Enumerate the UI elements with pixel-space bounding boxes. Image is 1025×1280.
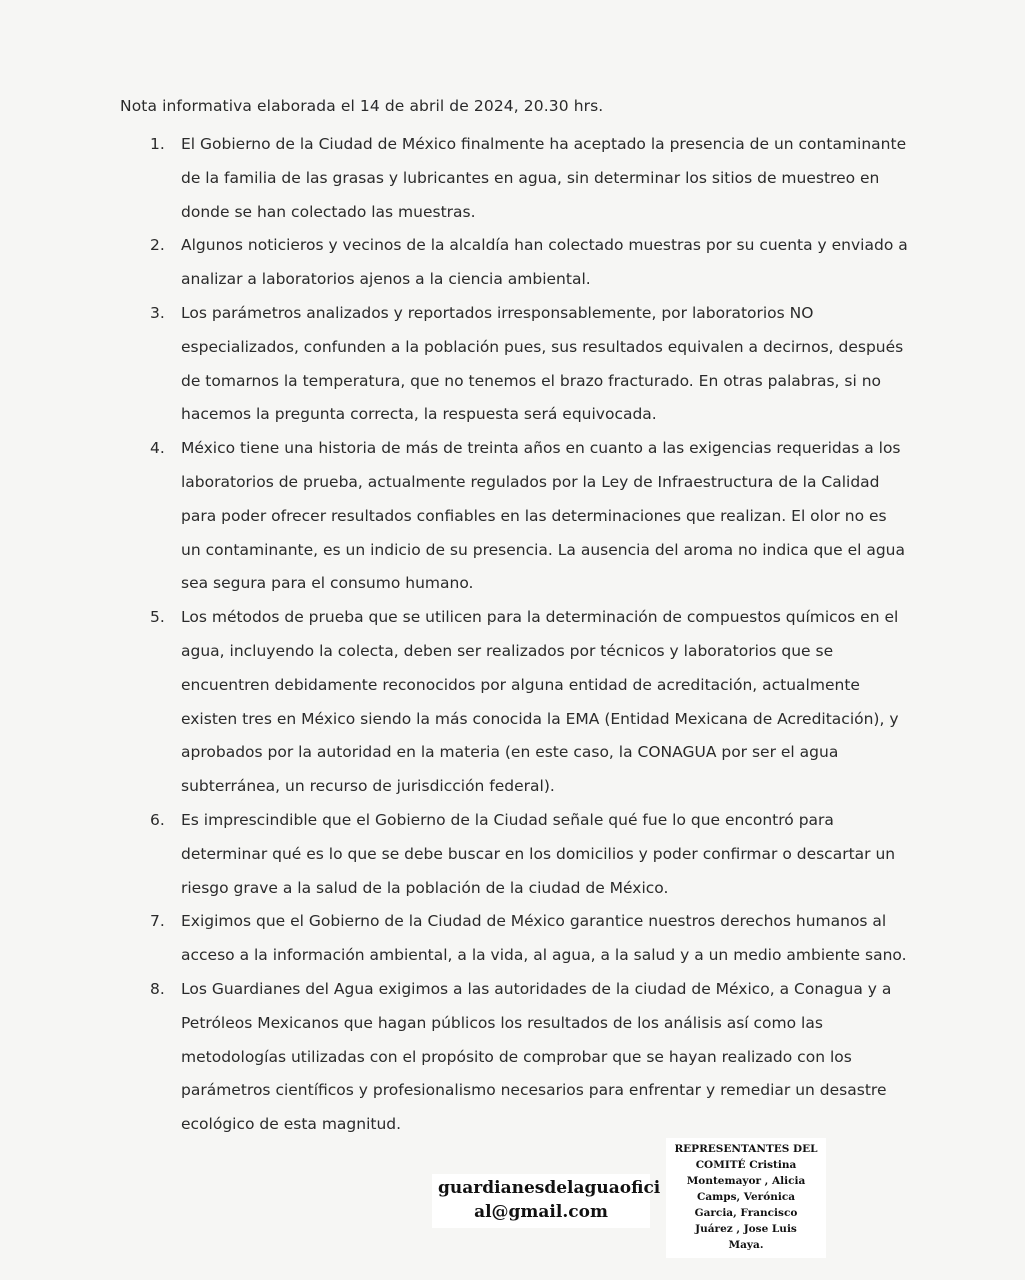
representatives-line: Garcia, Francisco xyxy=(694,1207,798,1219)
email-line-2: al@gmail.com xyxy=(474,1202,608,1222)
contact-email-label xyxy=(432,1174,661,1228)
representatives-line: COMITÉ Cristina xyxy=(695,1159,797,1171)
list-item xyxy=(150,905,910,973)
representatives-heading: REPRESENTANTES DEL xyxy=(674,1143,818,1155)
list-number: 3. xyxy=(150,303,165,322)
list-text: Los Guardianes del Agua exigimos a las autoridades de la ciudad de México, a Conagua y a Petróleos Mexicanos que hagan públicos los resultados de los análisis así como las metodologías utilizadas con el propósito de comprobar que se hayan realizado con los parámetros científicos y profesionalismo necesarios para enfrentar y remediar un desastre ecológico de esta magnitud. xyxy=(181,979,892,1134)
list-text: Algunos noticieros y vecinos de la alcaldía han colectado muestras por su cuenta y enviado a analizar a laboratorios ajenos a la ciencia ambiental. xyxy=(181,236,908,289)
list-item xyxy=(150,432,910,601)
list-number: 4. xyxy=(150,439,165,458)
list-item xyxy=(150,229,910,297)
representatives-line: Montemayor , Alicia xyxy=(686,1175,806,1187)
list-text: Exigimos que el Gobierno de la Ciudad de México garantice nuestros derechos humanos al acceso a la información ambiental, a la vida, al agua, a la salud y a un medio ambiente sano. xyxy=(181,912,907,965)
representatives-line: Juárez , Jose Luis xyxy=(695,1223,797,1235)
list-number: 5. xyxy=(150,608,165,627)
list-item xyxy=(150,128,910,229)
list-text: El Gobierno de la Ciudad de México finalmente ha aceptado la presencia de un contaminante de la familia de las grasas y lubricantes en agua, sin determinar los sitios de muestreo en donde se han colectado las muestras. xyxy=(181,135,907,221)
list-item xyxy=(150,601,910,804)
numbered-list xyxy=(150,128,910,1142)
representatives-line: Camps, Verónica xyxy=(696,1191,796,1203)
list-text: Los métodos de prueba que se utilicen para la determinación de compuestos químicos en el agua, incluyendo la colecta, deben ser realizados por técnicos y laboratorios que se encuentren debidamente reconocidos por alguna entidad de acreditación, actualmente existen tres en México siendo la más conocida la EMA (Entidad Mexicana de Acreditación), y aprobados por la autoridad en la materia (en este caso, la CONAGUA por ser el agua subterránea, un recurso de jurisdicción federal). xyxy=(181,608,899,796)
list-number: 1. xyxy=(150,135,165,153)
list-number: 8. xyxy=(150,979,165,998)
representatives-line: Maya. xyxy=(728,1239,764,1251)
representatives-box xyxy=(666,1138,826,1258)
list-item xyxy=(150,973,910,1142)
list-text: Los parámetros analizados y reportados irresponsablemente, por laboratorios NO especializados, confunden a la población pues, sus resultados equivalen a decirnos, después de tomarnos la temperatura, que no tenemos el brazo fracturado. En otras palabras, si no hacemos la pregunta correcta, la respuesta será equivocada. xyxy=(181,303,904,424)
list-number: 6. xyxy=(150,810,165,829)
note-header: Nota informativa elaborada el 14 de abril de 2024, 20.30 hrs. xyxy=(120,97,604,115)
list-number: 7. xyxy=(150,912,165,931)
list-number: 2. xyxy=(150,236,165,255)
list-item xyxy=(150,804,910,905)
list-item xyxy=(150,297,910,432)
list-text: México tiene una historia de más de treinta años en cuanto a las exigencias requeridas a los laboratorios de prueba, actualmente regulados por la Ley de Infraestructura de la Calidad para poder ofrecer resultados confiables en las determinaciones que realizan. El olor no es un contaminante, es un indicio de su presencia. La ausencia del aroma no indica que el agua sea segura para el consumo humano. xyxy=(181,439,906,593)
list-text: Es imprescindible que el Gobierno de la Ciudad señale qué fue lo que encontró para determinar qué es lo que se debe buscar en los domicilios y poder confirmar o descartar un riesgo grave a la salud de la población de la ciudad de México. xyxy=(181,810,896,897)
email-line-1: guardianesdelaguaofici xyxy=(438,1178,661,1198)
